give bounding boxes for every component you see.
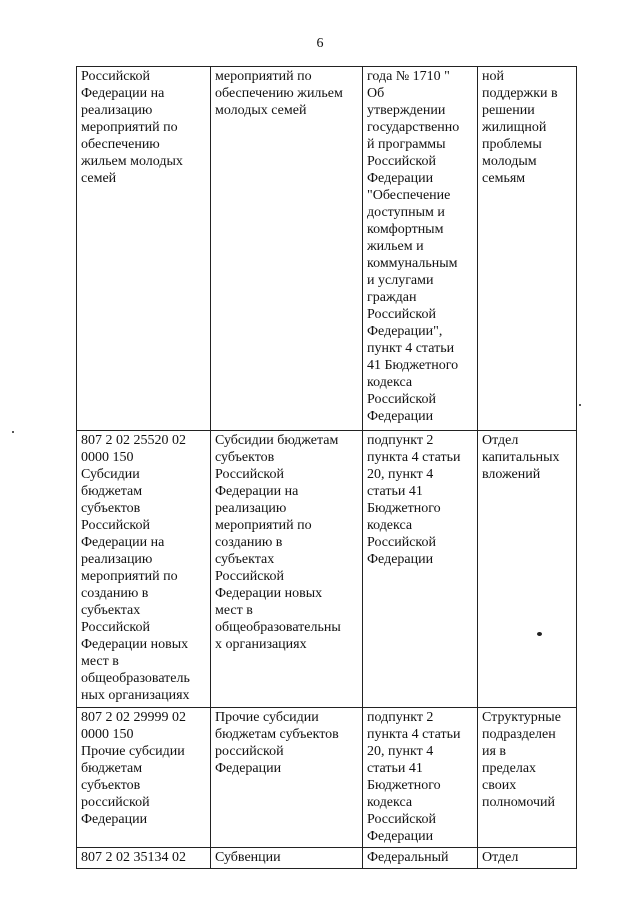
table-row (77, 708, 577, 848)
table-cell-basis (363, 67, 478, 431)
scan-speck (12, 431, 14, 433)
cell-text: 807 2 02 35134 02 (81, 850, 186, 865)
table-cell-code (77, 708, 211, 848)
budget-table (76, 66, 577, 869)
cell-text: Федеральный (367, 850, 449, 865)
table-cell-code (77, 67, 211, 431)
cell-text: года № 1710 " Об утверждении государственно й программы Российской Федерации "Обеспечение доступным и комфортным жильем и коммунальным и услугами граждан Российской Федерации", пункт 4 статьи 41 Бюджетного кодекса Российской Федерации (367, 69, 460, 424)
cell-text: 807 2 02 29999 02 0000 150 Прочие субсидии бюджетам субъектов российской Федерации (81, 710, 186, 827)
cell-text: подпункт 2 пункта 4 статьи 20, пункт 4 статьи 41 Бюджетного кодекса Российской Федерации (367, 710, 461, 844)
cell-text: Отдел (482, 850, 519, 865)
scan-speck (537, 632, 542, 636)
table-cell-responsible (478, 431, 577, 708)
cell-text: Российской Федерации на реализацию мероприятий по обеспечению жильем молодых семей (81, 69, 183, 186)
table-cell-responsible (478, 67, 577, 431)
table-cell-name (211, 67, 363, 431)
scan-speck (579, 404, 581, 406)
table-cell-code (77, 848, 211, 869)
table-row (77, 431, 577, 708)
table-cell-name (211, 848, 363, 869)
table-cell-basis (363, 848, 478, 869)
table-cell-basis (363, 708, 478, 848)
cell-text: Субвенции (215, 850, 281, 865)
cell-text: мероприятий по обеспечению жильем молодых семей (215, 69, 343, 118)
page-number: 6 (316, 36, 324, 51)
cell-text: 807 2 02 25520 02 0000 150 Субсидии бюджетам субъектов Российской Федерации на реализацию мероприятий по созданию в субъектах Российской Федерации новых мест в общеобразователь ных организациях (81, 433, 190, 703)
table-cell-code (77, 431, 211, 708)
cell-text: Субсидии бюджетам субъектов Российской Федерации на реализацию мероприятий по созданию в субъектах Российской Федерации новых мест в общеобразовательны х организациях (215, 433, 341, 652)
table-cell-responsible (478, 708, 577, 848)
cell-text: подпункт 2 пункта 4 статьи 20, пункт 4 статьи 41 Бюджетного кодекса Российской Федерации (367, 433, 461, 567)
table-row (77, 848, 577, 869)
cell-text: ной поддержки в решении жилищной проблемы молодым семьям (482, 69, 558, 186)
cell-text: Структурные подразделен ия в пределах своих полномочий (482, 710, 561, 810)
table-cell-name (211, 708, 363, 848)
table-row (77, 67, 577, 431)
cell-text: Прочие субсидии бюджетам субъектов российской Федерации (215, 710, 339, 776)
cell-text: Отдел капитальных вложений (482, 433, 560, 482)
table-cell-basis (363, 431, 478, 708)
table-cell-name (211, 431, 363, 708)
table-cell-responsible (478, 848, 577, 869)
